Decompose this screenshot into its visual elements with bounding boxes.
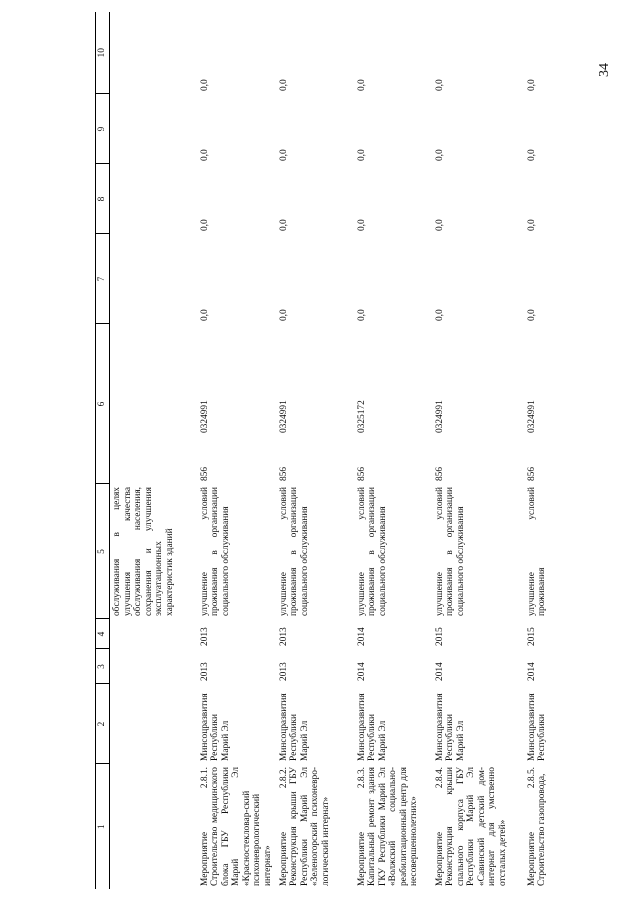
table-row [198, 12, 277, 889]
start-year-cell: 2013 [278, 662, 289, 681]
value-col8-cell [110, 164, 198, 234]
measure-name-cell: Мероприятие 2.8.5. Строительство газопровода, [526, 767, 548, 886]
value-col9-cell: 0,0 [526, 149, 537, 161]
column-header-3: 3 [96, 649, 110, 684]
measure-name-cell: Мероприятие 2.8.3. Капитальный ремонт здания ГКУ Республики Марий Эл «Волжский социально-реабилитационный центр для несовершеннолетних» [356, 767, 420, 886]
column-header-2: 2 [96, 684, 110, 764]
executor-cell: Минсоцразвития Республики Марий Эл [356, 693, 388, 761]
value-col7-cell: 0,0 [278, 309, 289, 321]
value-col10-cell: 0,0 [356, 79, 367, 91]
value-col9-cell [110, 94, 198, 164]
program-measures-table [95, 12, 585, 889]
executor-cell: Минсоцразвития Республики Марий Эл [278, 693, 310, 761]
page-number: 34 [597, 63, 612, 77]
value-col9-cell: 0,0 [199, 149, 210, 161]
executor-cell [110, 684, 198, 764]
end-year-cell: 2013 [278, 627, 289, 646]
column-header-10: 10 [96, 12, 110, 94]
grbs-code-cell: 856 [278, 466, 289, 481]
grbs-code-cell [110, 436, 198, 484]
value-col8-cell: 0,0 [278, 219, 289, 231]
value-col9-cell: 0,0 [434, 149, 445, 161]
header-row [96, 12, 110, 889]
end-year-cell [110, 619, 198, 649]
expected-result-cell: улучшение условий проживания в организации социального обслуживания [278, 487, 310, 616]
table-row [525, 12, 585, 889]
value-col10-cell: 0,0 [278, 79, 289, 91]
target-article-cell: 0324991 [526, 400, 537, 433]
expected-result-cell: обслуживания в целях улучшения качества обслуживания населения, сохранения и улучшения эксплуатационных характеристик зданий [112, 487, 175, 616]
column-header-9: 9 [96, 94, 110, 164]
value-col8-cell: 0,0 [356, 219, 367, 231]
value-col7-cell [110, 234, 198, 324]
value-col8-cell: 0,0 [526, 219, 537, 231]
column-header-7: 7 [96, 234, 110, 324]
measure-name-cell: Мероприятие 2.8.4. Реконструкция крыши спального корпуса ГБУ Республики Марий Эл «Савинский детский дом-интернат для умственно отсталых детей» [434, 767, 509, 886]
grbs-code-cell: 856 [199, 466, 210, 481]
column-header-4: 4 [96, 619, 110, 649]
table-row [277, 12, 355, 889]
measure-name-cell [110, 764, 198, 889]
end-year-cell: 2015 [434, 627, 445, 646]
table-body [110, 12, 585, 889]
value-col7-cell: 0,0 [356, 309, 367, 321]
value-col10-cell: 0,0 [434, 79, 445, 91]
value-col10-cell [110, 12, 198, 94]
end-year-cell: 2014 [356, 627, 367, 646]
table-row [110, 12, 198, 889]
column-header-5: 5 [96, 484, 110, 619]
executor-cell: Минсоцразвития Республики [526, 693, 548, 761]
start-year-cell: 2014 [526, 662, 537, 681]
target-article-cell: 0324991 [278, 400, 289, 433]
column-header-1: 1 [96, 764, 110, 889]
executor-cell: Минсоцразвития Республики Марий Эл [434, 693, 466, 761]
value-col8-cell: 0,0 [199, 219, 210, 231]
expected-result-cell: улучшение условий проживания в организации социального обслуживания [356, 487, 388, 616]
value-col9-cell: 0,0 [278, 149, 289, 161]
table-row [355, 12, 433, 889]
column-header-6: 6 [96, 324, 110, 484]
measure-name-cell: Мероприятие 2.8.2. Реконструкция крыши ГБУ Республики Марий Эл «Зеленогорский психоневро-логический интернат» [278, 767, 331, 886]
column-header-8: 8 [96, 164, 110, 234]
value-col10-cell: 0,0 [526, 79, 537, 91]
value-col7-cell: 0,0 [526, 309, 537, 321]
executor-cell: Минсоцразвития Республики Марий Эл [199, 693, 231, 761]
end-year-cell: 2013 [199, 627, 210, 646]
measure-name-cell: Мероприятие 2.8.1. Строительство медицинского блока ГБУ Республики Марий Эл «Красностекловар-ский психоневрологический интернат» [199, 767, 274, 886]
start-year-cell: 2013 [199, 662, 210, 681]
expected-result-cell: улучшение условий проживания в организации социального обслуживания [199, 487, 231, 616]
rotated-table-wrapper [95, 12, 590, 889]
target-article-cell [110, 324, 198, 436]
grbs-code-cell: 856 [356, 466, 367, 481]
target-article-cell: 0325172 [356, 400, 367, 433]
value-col8-cell: 0,0 [434, 219, 445, 231]
value-col10-cell: 0,0 [199, 79, 210, 91]
value-col7-cell: 0,0 [434, 309, 445, 321]
end-year-cell: 2015 [526, 627, 537, 646]
start-year-cell: 2014 [434, 662, 445, 681]
value-col7-cell: 0,0 [199, 309, 210, 321]
start-year-cell: 2014 [356, 662, 367, 681]
target-article-cell: 0324991 [434, 400, 445, 433]
grbs-code-cell: 856 [526, 466, 537, 481]
table-row [433, 12, 525, 889]
grbs-code-cell: 856 [434, 466, 445, 481]
value-col9-cell: 0,0 [356, 149, 367, 161]
expected-result-cell: улучшение условий проживания [526, 487, 548, 616]
target-article-cell: 0324991 [199, 400, 210, 433]
expected-result-cell: улучшение условий проживания в организации социального обслуживания [434, 487, 466, 616]
start-year-cell [110, 649, 198, 684]
